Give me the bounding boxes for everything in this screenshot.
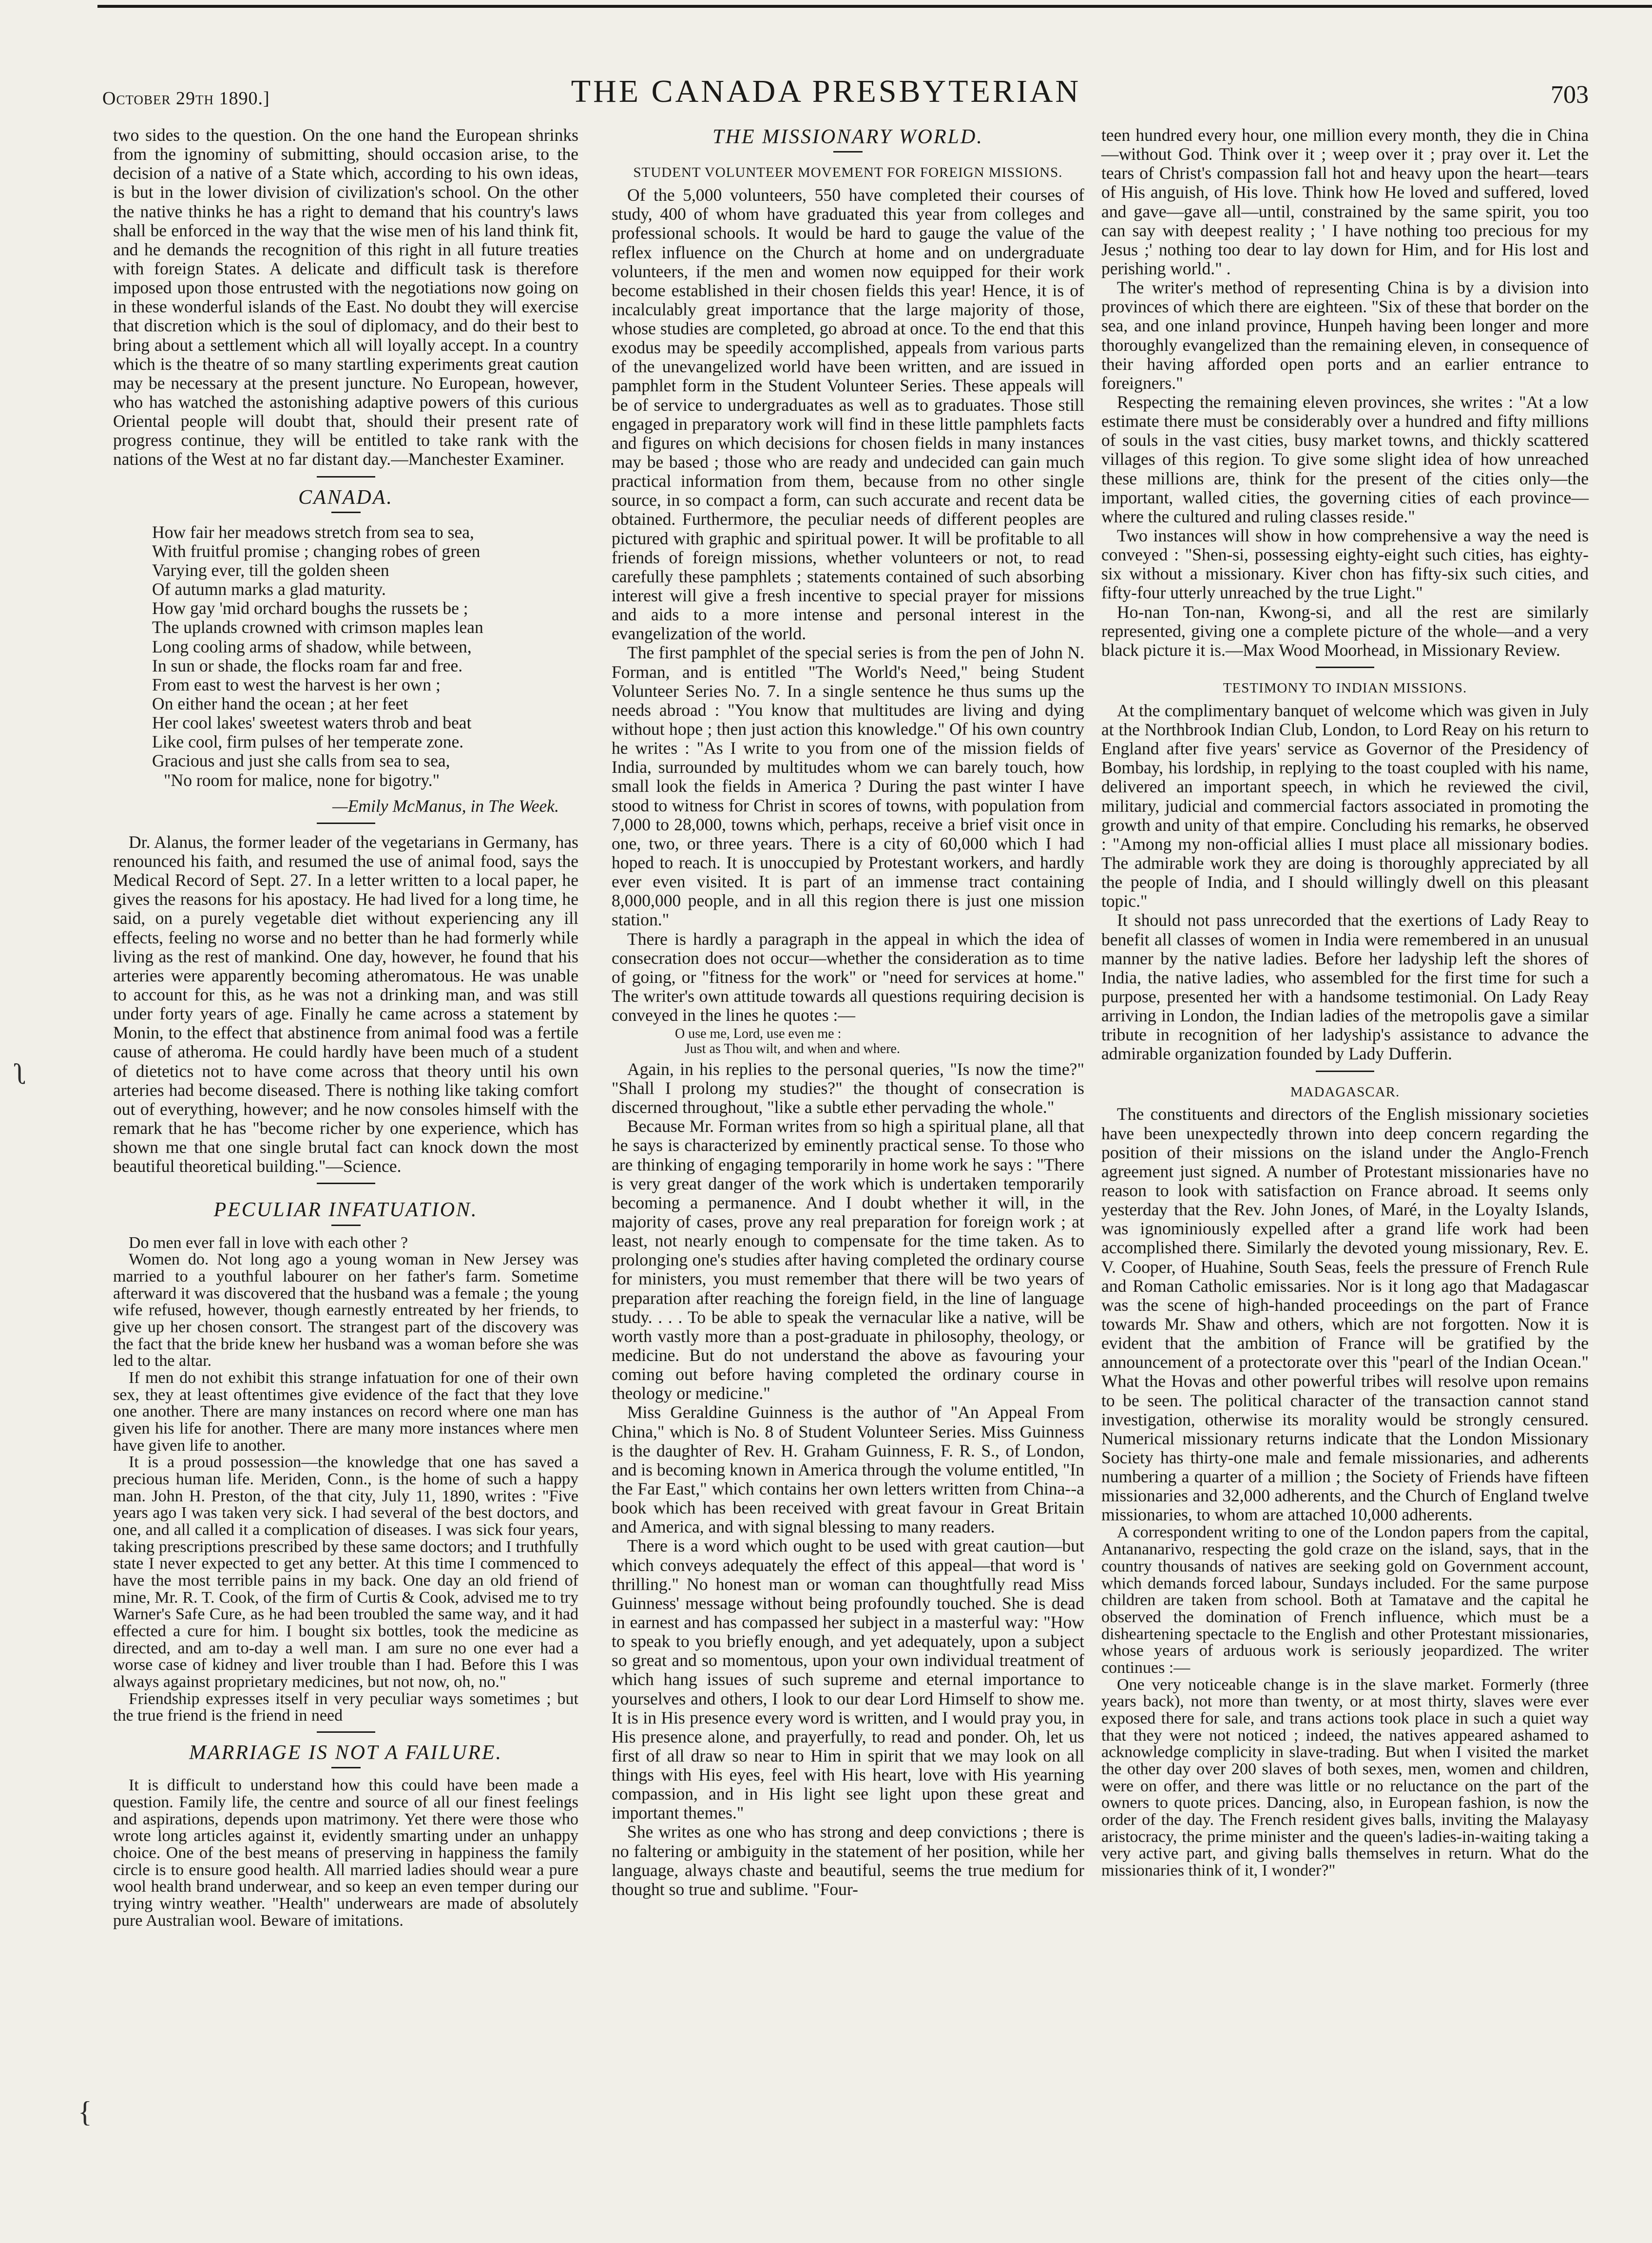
paragraph: Ho-nan Ton-nan, Kwong-si, and all the rest are similarly represented, giving one a complete picture of the whole—and a very black picture it is.—Max Wood Moorhead, in Missionary Review. — [1101, 602, 1589, 660]
verse-line: Just as Thou wilt, and when and where. — [685, 1041, 900, 1057]
divider — [317, 1731, 375, 1733]
paragraph: A correspondent writing to one of the London papers from the capital, Antananarivo, respecting the gold craze on the island, says, that in the country thousands of natives are seeking gold on Government account, which demands forced labour, Sundays included. For the same purpose children are taken from school. Both at Tamatave and the capital he observed the domination of French influence, which must be a disheartening spectacle to the English and other Protestant missionaries, whose years of arduous work is seriously jeopardized. The writer continues :— — [1101, 1523, 1589, 1677]
paragraph: teen hundred every hour, one million every month, they die in China—without God. Think over it ; weep over it ; pray over it. Let the tears of Christ's compassion fall hot and heavy upon the heart—tears of His anguish, of His love. Think how He loved and suffered, loved and gave—gave all—until, constrained by the same spirit, you too can say with deepest reality ; ' I have nothing too precious for my Jesus ;' nothing too dear to lay down for Him, and for His lost and perishing world." . — [1101, 125, 1589, 278]
student-volunteer-heading: STUDENT VOLUNTEER MOVEMENT FOR FOREIGN MISSIONS. — [633, 165, 1063, 181]
column-left — [113, 126, 578, 1929]
poem-line: From east to west the harvest is her own ; — [152, 674, 441, 694]
paragraph: The constituents and directors of the English missionary societies have been unexpectedly thrown into deep concern regarding the position of their missions on the island under the Anglo-French agreement just signed. A number of Protestant missionaries have no reason to look with satisfaction on France abroad. It seems only yesterday that the Rev. John Jones, of Maré, in the Loyalty Islands, was ignominiously expelled after a grand life work had been accomplished there. Similarly the devoted young missionary, Rev. E. V. Cooper, of Huahine, South Seas, feels the pressure of French Rule and Roman Catholic emissaries. Nor is it long ago that Madagascar was the scene of high-handed proceedings on the part of France towards Mr. Shaw and others, which are not forgotten. Now it is evident that the ambition of France will be gratified by the announcement of a protectorate over this "pearl of the Indian Ocean." What the Hovas and other powerful tribes will resolve upon remains to be seen. The political character of the transaction cannot stand investigation, otherwise its morality would be strongly censured. Numerical missionary returns indicate that the London Missionary Society has thirty-one male and female missionaries, and adherents numbering a quarter of a million ; the Society of Friends have fifteen missionaries and 32,000 adherents, and the Church of England twelve missionaries, to whom are attached 10,000 adherents. — [1101, 1104, 1589, 1525]
newspaper-title: THE CANADA PRESBYTERIAN — [571, 74, 1081, 109]
divider — [331, 1767, 361, 1768]
poem-line: With fruitful promise ; changing robes of green — [152, 541, 480, 561]
paragraph: There is a word which ought to be used with great caution—but which conveys adequately the effect of this appeal—that word is ' thrilling." No honest man or woman can thoughtfully read Miss Guinness' message without being profoundly touched. She is dead in earnest and has compassed her subject in a masterful way: "How to speak to you briefly enough, and yet adequately, upon a subject so great and so momentous, upon your own individual treatment of which hang issues of such supreme and eternal importance to yourselves and others, I look to our dear Lord Himself to show me. It is in His presence every word is written, and I would pray you, in His presence alone, and prayerfully, to read and ponder. Oh, let us first of all draw so near to Him in spirit that we may look on all things with His eyes, feel with His heart, love with His yearning compassion, and in His light see light upon these great and important themes." — [612, 1536, 1084, 1823]
divider — [317, 823, 375, 824]
divider — [331, 1225, 361, 1226]
poem-line: Like cool, firm pulses of her temperate zone. — [152, 732, 464, 752]
poem-line: Her cool lakes' sweetest waters throb and beat — [152, 713, 472, 733]
paragraph: There is hardly a paragraph in the appeal in which the idea of consecration does not occur—whether the consideration as to time of going, or "fitness for the work" or "need for services at home." The writer's own attitude towards all questions requiring decision is conveyed in the lines he quotes :— — [612, 929, 1084, 1025]
poem-line: How fair her meadows stretch from sea to sea, — [152, 522, 474, 542]
paragraph: She writes as one who has strong and deep convictions ; there is no faltering or ambiguity in the statement of her position, while her language, always chaste and beautiful, seems the true medium for thought so true and sublime. "Four- — [612, 1822, 1084, 1899]
paragraph: The first pamphlet of the special series is from the pen of John N. Forman, and is entitled "The World's Need," being Student Volunteer Series No. 7. In a single sentence he thus sums up the needs abroad : "You know that multitudes are living and dying without hope ; then just action this knowledge." Of his own country he writes : "As I write to you from one of the mission fields of India, surrounded by multitudes whom we can barely touch, how small look the fields in America ? During the past winter I have stood to witness for Christ in scores of towns, with population from 7,000 to 28,000, towns which, perhaps, receive a brief visit once in one, two, or three years. There is a city of 60,000 which I had hoped to reach. It is unoccupied by Protestant workers, and hardly ever even visited. It is part of an immense tract containing 8,000,000 people, and in all this region there is just one mission station." — [612, 643, 1084, 930]
testimony-heading: TESTIMONY TO INDIAN MISSIONS. — [1223, 680, 1467, 696]
verse-line: O use me, Lord, use even me : — [675, 1026, 842, 1042]
divider — [1316, 667, 1374, 668]
canada-poem — [152, 523, 578, 790]
paragraph: Two instances will show in how comprehensive a way the need is conveyed : "Shen-si, possessing eighty-eight such cities, has eighty-six without a missionary. Kiver chon has fifty-six such cities, and fifty-four utterly unreached by the true Light." — [1101, 525, 1589, 603]
divider — [317, 1183, 375, 1184]
margin-bracket-icon: { — [78, 2096, 92, 2128]
paragraph: Of the 5,000 volunteers, 550 have completed their courses of study, 400 of whom have graduated this year from colleges and professional schools. It would be hard to gauge the value of the reflex influence on the Church at home and on undergraduate volunteers, if the men and women now equipped for their work become established in their chosen fields this year! Hence, it is of incalculably great importance that the large majority of those, whose studies are completed, go abroad at once. To the end that this exodus may be speedily accomplished, appeals from various parts of the unevangelized world have been written, and are issued in pamphlet form in the Student Volunteer Series. These appeals will be of service to undergraduates as well as to graduates. Those still engaged in preparatory work will find in these little pamphlets facts and figures on which decisions for chosen fields in many instances may be based ; those who are ready and undecided can gain much practical information from them, because from no other single source, in so compact a form, can such accurate and recent data be obtained. Furthermore, the peculiar needs of different peoples are pictured with graphic and spiritual power. It will be profitable to all friends of foreign missions, whether volunteers or not, to read carefully these pamphlets ; statements contained of such absorbing interest will give a fresh incentive to special prayer for missions and aids to a more intense and personal interest in the evangelization of the world. — [612, 185, 1084, 644]
column-middle — [612, 126, 1084, 1899]
quoted-verse — [675, 1027, 1084, 1057]
divider — [317, 476, 375, 478]
poem-line: Varying ever, till the golden sheen — [152, 560, 389, 580]
poem-line: In sun or shade, the flocks roam far and free. — [152, 655, 463, 675]
article-continued: two sides to the question. On the one hand the European shrinks from the ignominy of submitting, should occasion arise, to the decision of a native of a State which, according to his own ideas, is but in the lower division of civilization's school. On the other the native thinks he has a right to demand that his country's laws shall be enforced in the way that the wise men of his land think fit, and he demands the recognition of this right in all future treaties with foreign States. A delicate and difficult task is therefore imposed upon those entrusted with the negotiations now going on in these wonderful islands of the East. No doubt they will exercise that discretion which is the soul of diplomacy, and do their best to bring about a settlement which all will loyally accept. In a country which is the theatre of so many startling experiments great caution may be necessary at the present juncture. No European, however, who has watched the astonishing adaptive powers of this curious Oriental people will doubt that, should their present rate of progress continue, they will be entitled to take rank with the nations of the West at no far distant day.—Manchester Examiner. — [113, 125, 578, 469]
paragraph: Do men ever fall in love with each other ? — [129, 1233, 408, 1252]
canada-heading: CANADA. — [298, 486, 393, 509]
paragraph: At the complimentary banquet of welcome which was given in July at the Northbrook Indian Club, London, to Lord Reay on his return to England after five years' service as Governor of the Presidency of Bombay, his lordship, in replying to the toast coupled with his name, delivered an important speech, in which he reviewed the civil, military, judicial and commercial factors associated in promoting the growth and unity of that empire. Concluding his remarks, he observed : "Among my non-official allies I must place all missionary bodies. The admirable work they are doing is thoroughly appreciated by all the people of India, and I should willingly dwell on this pleasant topic." — [1101, 700, 1589, 911]
column-right — [1101, 126, 1589, 1879]
missionary-world-heading: THE MISSIONARY WORLD. — [712, 126, 983, 148]
peculiar-heading: PECULIAR INFATUATION. — [213, 1199, 478, 1222]
top-rule — [97, 5, 1652, 8]
poem-line: On either hand the ocean ; at her feet — [152, 693, 408, 713]
poem-line: Long cooling arms of shadow, while between, — [152, 636, 472, 656]
margin-mark-icon: ʅ — [15, 1058, 28, 1090]
page-header — [0, 73, 1652, 127]
paragraph: Miss Geraldine Guinness is the author of "An Appeal From China," which is No. 8 of Student Volunteer Series. Miss Guinness is the daughter of Rev. H. Graham Guinness, F. R. S., of London, and is becoming known in America through the volume entitled, "In the Far East," which contains her own letters written from China--a book which has been received with great favour in Great Britain and America, and with signal blessing to many readers. — [612, 1402, 1084, 1537]
madagascar-heading: MADAGASCAR. — [1290, 1084, 1400, 1100]
poem-line: How gay 'mid orchard boughs the russets be ; — [152, 598, 468, 618]
paragraph: The writer's method of representing China is by a division into provinces of which there are eighteen. "Six of these that border on the sea, and one inland province, Hunpeh having been longer and more thoroughly evangelized than the remaining eleven, in consequence of their having afforded open ports and an earlier entrance to foreigners." — [1101, 278, 1589, 393]
poem-line: Gracious and just she calls from sea to sea, — [152, 751, 450, 771]
paragraph: It is a proud possession—the knowledge that one has saved a precious human life. Meriden, Conn., is the home of such a happy man. John H. Preston, of the that city, July 11, 1890, writes : "Five years ago I was taken very sick. I had several of the best doctors, and one, and all called it a complication of diseases. I was sick four years, taking prescriptions prescribed by these same doctors; and I truthfully state I never expected to get any better. At this time I commenced to have the most terrible pains in my back. One day an old friend of mine, Mr. R. T. Cook, of the firm of Curtis & Cook, advised me to try Warner's Safe Cure, as he had been troubled the same way, and it had effected a cure for him. I bought six bottles, took the medicine as directed, and am to-day a well man. I am sure no one ever had a worse case of kidney and liver trouble than I had. Before this I was always against proprietary medicines, but not now, oh, no." — [113, 1453, 578, 1691]
paragraph: Again, in his replies to the personal queries, "Is now the time?" "Shall I prolong my studies?" the thought of consecration is discerned throughout, "like a subtle ether pervading the whole." — [612, 1059, 1084, 1117]
paragraph: One very noticeable change is in the slave market. Formerly (three years back), not more than twenty, or at most thirty, slaves were ever exposed there for sale, and trans actions took place in such a quiet way that they were not noticed ; indeed, the natives appeared ashamed to acknowledge complicity in slave-trading. But when I visited the market the other day over 200 slaves of both sexes, men, women and children, were on offer, and there was little or no reluctance on the part of the owners to quote prices. Dancing, also, in European fashion, is now the order of the day. The French resident gives balls, inviting the Malayasy aristocracy, the prime minister and the queen's ladies-in-waiting taking a very active part, and giving balls themselves in return. What do the missionaries think of it, I wonder?" — [1101, 1675, 1589, 1879]
paragraph: Respecting the remaining eleven provinces, she writes : "At a low estimate there must be considerably over a hundred and fifty millions of souls in the vast cities, busy market towns, and thickly scattered villages of this region. To give some slight idea of how unreached these millions are, think for the present of the cities only—the important, walled cities, the governing cities of each province—where the cultured and ruling classes reside." — [1101, 392, 1589, 526]
marriage-article: It is difficult to understand how this could have been made a question. Family life, the centre and source of all our finest feelings and aspirations, depends upon matrimony. Yet there were those who wrote long articles against it, evidently smarting under an unhappy choice. One of the best means of preserving in happiness the family circle is to ensure good health. All married ladies should wear a pure wool health brand underwear, and so keep an even temper during our trying wintry weather. "Health" underwears are made of absolutely pure Australian wool. Beware of imitations. — [113, 1776, 578, 1930]
alanus-article: Dr. Alanus, the former leader of the vegetarians in Germany, has renounced his faith, and resumed the use of animal food, says the Medical Record of Sept. 27. In a letter written to a local paper, he gives the reasons for his apostacy. He had lived for a long time, he said, on a purely vegetable diet without experiencing any ill effects, feeling no worse and no better than he had formerly while living as the rest of mankind. One day, however, he found that his arteries were apparently becoming atheromatous. He was unable to account for this, as he was not a drinking man, and was still under forty years of age. Finally he came across a statement by Monin, to the effect that abstinence from animal food was a fertile cause of atheroma. He could hardly have been much of a student of dietetics not to have come across that theory until his own arteries had become diseased. There is nothing like taking comfort out of everything, however; and he now consoles himself with the remark that he has "become richer by one experience, which has shown me that one single brutal fact can knock down the most beautiful theoretical building."—Science. — [113, 832, 578, 1176]
divider — [1316, 1071, 1374, 1072]
divider — [331, 512, 361, 513]
poem-line: "No room for malice, none for bigotry." — [164, 770, 440, 790]
marriage-heading: MARRIAGE IS NOT A FAILURE. — [189, 1742, 503, 1764]
paragraph: It should not pass unrecorded that the exertions of Lady Reay to benefit all classes of women in India were remembered in an unusual manner by the native ladies. Before her ladyship left the shores of India, the native ladies, who assembled for the first time for such a purpose, presented her with a handsome testimonial. On Lady Reay arriving in London, the Indian ladies of the metropolis gave a similar tribute in recognition of her ladyship's assistance to advance the admirable organization founded by Lady Dufferin. — [1101, 910, 1589, 1064]
page-number: 703 — [1551, 81, 1589, 109]
poem-line: The uplands crowned with crimson maples lean — [152, 617, 483, 637]
poem-line: Of autumn marks a glad maturity. — [152, 579, 386, 599]
divider — [833, 151, 863, 153]
peculiar-article — [113, 1235, 578, 1725]
poem-attribution: —Emily McManus, in The Week. — [332, 796, 559, 816]
paragraph: Women do. Not long ago a young woman in New Jersey was married to a youthful labourer on her father's farm. Sometime afterward it was discovered that the husband was a female ; the young wife refused, however, though earnestly entreated by her friends, to give up her chosen consort. The strangest part of the discovery was the fact that the bride knew her husband was a woman before she was led to the altar. — [113, 1250, 578, 1370]
paragraph: Because Mr. Forman writes from so high a spiritual plane, all that he says is characterized by eminently practical sense. To those who are thinking of engaging temporarily in home work he says : "There is very great danger of the work which is undertaken temporarily becoming a permanence. And I doubt whether it will, in the majority of cases, prove any real preparation for foreign work ; at least, not nearly enough to compensate for the time taken. As to prolonging one's studies after having completed the ordinary course for ministers, you must remember that there will be two years of preparation after reaching the foreign field, in the line of language study. . . . To be able to speak the vernacular like a native, will be worth vastly more than a post-graduate in philosophy, theology, or medicine. But do not understand the above as favouring your coming out before having completed the ordinary course in theology or medicine." — [612, 1116, 1084, 1403]
issue-date: October 29th 1890.] — [102, 88, 270, 109]
paragraph: If men do not exhibit this strange infatuation for one of their own sex, they at least oftentimes give evidence of the fact that they love one another. There are many instances on record where one man has given his life for another. There are many more instances where men have given life to another. — [113, 1368, 578, 1455]
paragraph: Friendship expresses itself in very peculiar ways sometimes ; but the true friend is the friend in need — [113, 1689, 578, 1725]
